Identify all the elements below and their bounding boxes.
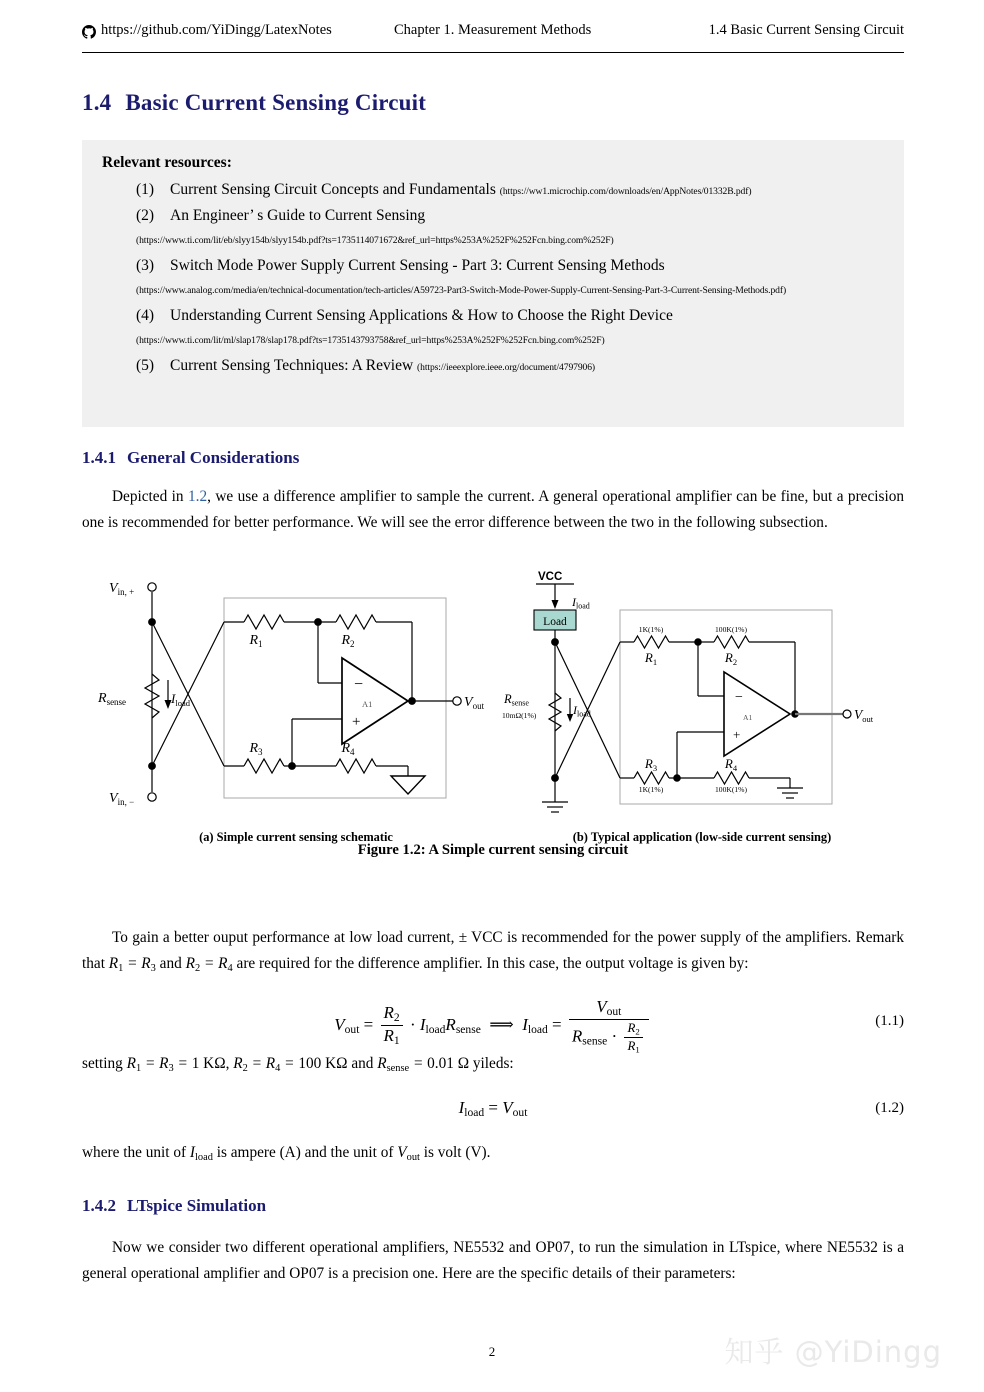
- subsection-title: General Considerations: [127, 448, 300, 467]
- resources-title: Relevant resources:: [102, 154, 232, 171]
- setting-text: setting $R_1 = R_3 = 1$ KΩ, $R_2 = R_4 = 100$ KΩ and $R_{sense} = 0.01$ Ω yileds:: [82, 1055, 514, 1074]
- svg-text:100K(1%): 100K(1%): [714, 785, 748, 794]
- paragraph-ltspice: [82, 1235, 904, 1288]
- resource-title: Understanding Current Sensing Applications & How to Choose the Right Device: [170, 306, 673, 324]
- resource-url[interactable]: (https://www.ti.com/lit/ml/slap178/slap178.pdf?ts=1735143793758&ref_url=https%253A%252F%252Fcn.bing.com%252F): [136, 334, 605, 346]
- list-item: [136, 206, 886, 226]
- figure-subcaption-a: (a) Simple current sensing schematic: [199, 830, 393, 844]
- svg-text:1K(1%): 1K(1%): [638, 625, 664, 634]
- list-item: [136, 256, 886, 276]
- svg-text:+: +: [352, 714, 361, 730]
- figure-cross-reference[interactable]: 1.2: [187, 488, 208, 505]
- equation-1-1-body: $V_{out}$ = $\frac{R_2}{R_1}$ · $I_{load}R_{sense}$ ⟹ $I_{load}$ = $V_{out}$ $R_{sense}$ · $\frac{R_2}{R_1}$: [334, 1015, 651, 1034]
- equation-1-2-tag: (1.2): [875, 1100, 904, 1116]
- circuit-diagram-b: [502, 570, 902, 830]
- svg-text:Iload: $I_{load}$: [573, 703, 591, 719]
- section-number: 1.4: [82, 90, 112, 115]
- paragraph-setting-values: [82, 1051, 904, 1078]
- list-item: [136, 306, 886, 326]
- svg-text:+: +: [733, 727, 741, 742]
- equation-1-1: [82, 997, 904, 1055]
- circuit-diagram-a: [96, 570, 496, 830]
- resource-title: Current Sensing Circuit Concepts and Fundamentals: [170, 181, 496, 198]
- resource-url[interactable]: (https://ieeexplore.ieee.org/document/4797906): [417, 361, 596, 373]
- units-text: where the unit of $I_{load}$ is ampere (A) and the unit of $V_{out}$ is volt (V).: [82, 1144, 491, 1163]
- para-text-b: , we use a difference amplifier to sample the current. A general operational amplifier can be fine, but a precision one is recommended for better performance. We will see the error difference between the two in the following subsection.: [82, 488, 904, 532]
- svg-text:A1: A1: [362, 699, 373, 709]
- watermark: 知乎 @YiDingg: [724, 1335, 942, 1369]
- paragraph-units: [82, 1140, 904, 1167]
- resource-title: Switch Mode Power Supply Current Sensing - Part 3: Current Sensing Methods: [170, 256, 665, 274]
- svg-text:R2: $R_2$: [724, 650, 738, 667]
- paragraph-output-voltage: [82, 925, 904, 978]
- equation-1-1-tag: (1.1): [875, 1013, 904, 1029]
- svg-text:VCC: VCC: [538, 571, 563, 583]
- svg-text:Vin, +: $V_{in, +}$: [109, 581, 135, 597]
- para-text-a: Depicted in: [112, 488, 188, 505]
- svg-text:Vin, −: $V_{in, -}$: [109, 791, 135, 807]
- svg-text:Vout: $V_{out}$: [854, 707, 874, 724]
- heading-1-4-2: [82, 1196, 266, 1216]
- figure-caption: Figure 1.2: A Simple current sensing circuit: [357, 842, 629, 858]
- svg-text:R3: $R_3$: [249, 741, 263, 757]
- list-item: [136, 180, 886, 200]
- svg-text:R2: $R_2$: [341, 633, 355, 649]
- para2-text-3: are required for the difference amplifier. In this case, the output voltage is given by:: [232, 955, 749, 973]
- svg-text:Load: Load: [543, 616, 567, 628]
- svg-text:−: −: [354, 676, 364, 693]
- svg-text:1K(1%): 1K(1%): [638, 785, 664, 794]
- resource-url[interactable]: (https://www.ti.com/lit/eb/slyy154b/slyy154b.pdf?ts=1735114071672&ref_url=https%253A%252F%252Fcn.bing.com%252F): [136, 234, 614, 246]
- para2-text-2: and: [155, 955, 186, 973]
- svg-text:100K(1%): 100K(1%): [714, 625, 748, 634]
- svg-text:R3: $R_3$: [644, 756, 658, 773]
- header-repo-url: https://github.com/YiDingg/LatexNotes: [101, 22, 332, 38]
- header-section-ref: 1.4 Basic Current Sensing Circuit: [708, 22, 904, 38]
- paragraph-general-considerations: [82, 484, 904, 537]
- header-repo: [82, 22, 382, 39]
- page-header: [82, 22, 904, 56]
- list-marker: (5): [136, 356, 155, 374]
- svg-text:Iload: $I_{load}$: [171, 691, 190, 708]
- resource-url[interactable]: (https://ww1.microchip.com/downloads/en/AppNotes/01332B.pdf): [499, 186, 752, 197]
- list-marker: (2): [136, 206, 155, 224]
- header-divider: [82, 52, 904, 53]
- svg-text:Iload: $I_{load}$: [572, 595, 590, 611]
- github-icon: [82, 25, 96, 39]
- subsection-number: 1.4.1: [82, 448, 116, 467]
- svg-text:R4: $R_4$: [724, 756, 738, 773]
- subsection-title: LTspice Simulation: [127, 1196, 267, 1215]
- svg-text:R1: $R_1$: [249, 633, 263, 649]
- equation-1-2-body: $I_{load} = V_{out}$: [458, 1098, 528, 1120]
- resource-title: Current Sensing Techniques: A Review: [170, 356, 414, 374]
- inline-eq-r2-r4: $R_2 = R_4$: [185, 955, 233, 975]
- list-marker: (4): [136, 306, 155, 324]
- svg-text:A1: A1: [743, 713, 753, 722]
- svg-text:−: −: [735, 690, 743, 705]
- figure-subcaption-b: (b) Typical application (low-side current sensing): [572, 830, 832, 844]
- list-item: [136, 356, 886, 376]
- section-title: Basic Current Sensing Circuit: [125, 90, 427, 115]
- page-number: 2: [488, 1344, 496, 1359]
- svg-text:10mΩ(1%): 10mΩ(1%): [502, 711, 537, 720]
- ltspice-text: Now we consider two different operational amplifiers, NE5532 and OP07, to run the simulation in LTspice, where NE5532 is a general operational amplifier and OP07 is a precision one. Here are the specific details of their parameters:: [82, 1239, 904, 1283]
- resource-title: An Engineer’ s Guide to Current Sensing: [170, 206, 426, 224]
- resource-url[interactable]: (https://www.analog.com/media/en/technical-documentation/tech-articles/A59723-Part3-Switch-Mode-Power-Supply-Current-Sensing-Part-3-Current-Sensing-Methods.pdf): [136, 284, 787, 296]
- svg-text:Rsense: $R_{sense}$: [98, 691, 127, 707]
- list-marker: (3): [136, 256, 155, 274]
- svg-text:R1: $R_1$: [644, 650, 658, 667]
- svg-text:R4: $R_4$: [341, 741, 355, 757]
- inline-eq-r1-r3: $R_1 = R_3$: [108, 955, 156, 975]
- header-chapter: Chapter 1. Measurement Methods: [394, 22, 592, 38]
- figure-1-2: [82, 570, 904, 895]
- equation-1-2: [82, 1098, 904, 1119]
- para2-text-1: To gain a better ouput performance at low load current, ± VCC is recommended for the power supply of the amplifiers. Remark that: [82, 929, 904, 973]
- page-title: [82, 90, 426, 116]
- list-marker: (1): [136, 181, 155, 198]
- subsection-number: 1.4.2: [82, 1196, 116, 1215]
- svg-text:Vout: $V_{out}$: [464, 695, 485, 711]
- heading-1-4-1: [82, 448, 299, 468]
- svg-text:Rsense: $R_{sense}$: [504, 692, 529, 708]
- relevant-resources-box: [82, 140, 904, 427]
